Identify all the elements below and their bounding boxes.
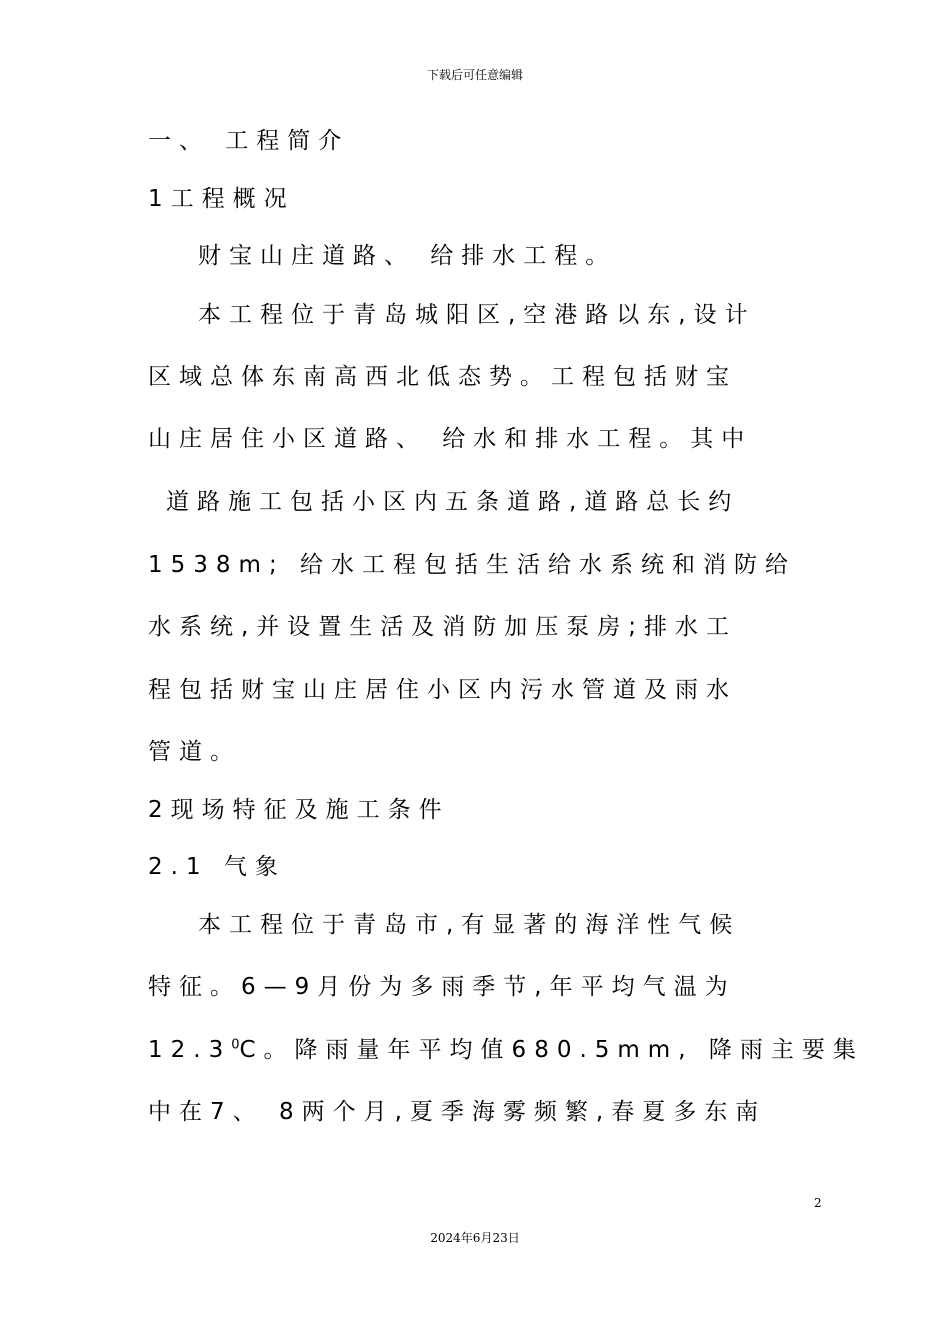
page-number: 2	[814, 1196, 822, 1210]
paragraph-line: 管道。	[148, 739, 241, 765]
subsection-heading: 1工程概况	[148, 186, 295, 212]
paragraph-line: 区域总体东南高西北低态势。工程包括财宝	[148, 364, 737, 390]
subsection-heading: 2现场特征及施工条件	[148, 797, 450, 823]
section-heading: 一、 工程简介	[148, 128, 350, 154]
paragraph-line: 财宝山庄道路、 给排水工程。	[198, 243, 617, 269]
page-header: 下载后可任意编辑	[426, 68, 523, 82]
paragraph-line: 特征。6—9月份为多雨季节,年平均气温为	[148, 974, 736, 1000]
degree-superscript: 0	[231, 1037, 240, 1053]
paragraph-line: 1538m; 给水工程包括生活给水系统和消防给	[148, 552, 796, 578]
paragraph-line: 中在7、 8两个月,夏季海雾频繁,春夏多东南	[148, 1099, 767, 1125]
paragraph-line: 本工程位于青岛城阳区,空港路以东,设计	[198, 302, 756, 328]
paragraph-line: 水系统,并设置生活及消防加压泵房;排水工	[148, 614, 738, 640]
paragraph-line: 道路施工包括小区内五条道路,道路总长约	[166, 489, 740, 515]
temperature-value: 12.3	[148, 1037, 232, 1063]
paragraph-line: 山庄居住小区道路、 给水和排水工程。其中	[148, 426, 753, 452]
paragraph-line: 程包括财宝山庄居住小区内污水管道及雨水	[148, 677, 737, 703]
footer-date: 2024年6月23日	[430, 1231, 520, 1245]
paragraph-line: 本工程位于青岛市,有显著的海洋性气候	[198, 912, 741, 938]
subsection-heading: 2.1 气象	[148, 854, 286, 880]
paragraph-line	[148, 1035, 864, 1065]
paragraph-text: C。降雨量年平均值680.5mm, 降雨主要集	[239, 1037, 864, 1063]
